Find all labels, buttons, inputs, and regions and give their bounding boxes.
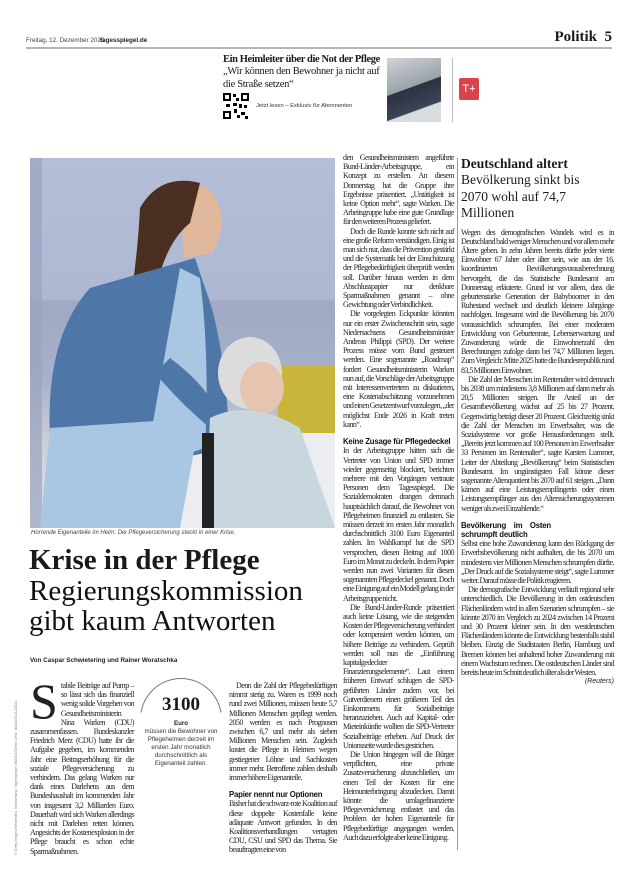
paragraph: Selbst eine hohe Zuwanderung kann den Rückgang der Erwerbsbevölkerung nicht aufhalten, die bis 2070 um mindestens vier Millionen Menschen schrumpfen dürfte. „Der Druck auf die Sozialsysteme steigt“, sagte Lummer weiter. Darauf müsse die Politik reagieren. (461, 539, 614, 586)
paragraph-text: Die demografische Entwicklung verläuft regional sehr unterschiedlich. Die Bevölkerung in den ostdeutschen Flächenländern wird in allen Szenarien schrumpfen – sie könnte 2070 im Vergleich zu 2024 zwischen 14 Prozent und 30 Prozent kleiner sein. In den westdeutschen Flächenländern könnte die Entwicklung bestenfalls stabil bleiben. Einzig die Stadtstaaten Berlin, Hamburg und Bremen können bei anhaltend hoher Zuwanderung mit einem Wachstum rechnen. Die ostdeutschen Länder sind bereits heute im Schnitt deutlich älter als der Westen. (461, 585, 614, 678)
sidebar-rule (457, 158, 458, 850)
sidebar-article (461, 156, 614, 686)
article-kicker: Krise in der Pflege (29, 544, 260, 576)
paragraph: In der Arbeitsgruppe hätten sich die Vertreter von Union und SPD immer wieder gegenseitig blockiert, berichten mehrere mit den Vorgängen vertraute Personen dem Tagesspiegel. Die Sozialdemokraten drangen demnach hauptsächlich darauf, die Bewohner von Pflegeheimen finanziell zu entlasten. Sie müssen derzeit im ersten Jahr monatlich durchschnittlich 3100 Euro Eigenanteil zahlen. Im Wahlkampf hat die SPD versprochen, diesen Beitrag auf 1000 Euro im Monat zu deckeln. In dem Papier werden nun zwei Varianten für diesen sogenannten Pflegedeckel genannt. Doch eine Einigung auf ein Modell gelang in der Arbeitsgruppe nicht. (343, 446, 454, 603)
paragraph (461, 585, 614, 686)
headline-line-1: Regierungskommission (29, 575, 303, 607)
section-label (554, 29, 612, 46)
qr-code-icon (223, 93, 249, 119)
drop-cap: S (30, 673, 58, 729)
headline-line-2: gibt kaum Antworten (29, 605, 276, 637)
teaser-divider (452, 58, 453, 122)
teaser-photo (387, 58, 441, 122)
page-number: 5 (604, 29, 612, 45)
teaser-headline: „Wir können den Bewohner ja nicht auf die Straße setzen“ (223, 66, 380, 90)
paragraph: Doch die Runde konnte sich nicht auf eine große Reform verständigen. Einig ist man sich nur, dass die Prävention gestärkt und die Systematik bei der Einschätzung der Pflegebedürftigkeit überprüft werden soll. Darüber hinaus werden in dem Abschlusspapier nur denkbare Sparmaßnahmen genannt – ohne Gewichtung oder Verbindlichkeit. (343, 226, 454, 310)
section-name: Politik (554, 29, 597, 45)
teaser-cta-link[interactable]: Jetzt lesen – Exklusiv für Abonnenten (256, 103, 353, 109)
issue-date: Freitag, 12. Dezember 2025 (26, 37, 105, 44)
article-headline (29, 576, 303, 636)
article-column-3 (229, 681, 337, 855)
paragraph: Bisher hat die schwarz-rote Koalition auf diese doppelte Kostenfalle keine adäquate Antwort gefunden. In den Koalitionsverhandlungen vertagten CDU, CSU und SPD das Thema. Sie beauftragten eine von (229, 799, 337, 855)
paragraph: Die vorgelegten Eckpunkte könnten nur ein erster Zwischenschritt sein, sagte Niedersachsens Gesundheitsminister Andreas Philippi (SPD). Der weitere Prozess müsse vom Bund gesteuert werden. Eine sogenannte „Roadmap“ fordert Gesundheitsministerin Warken nun auf, die Vorschläge der Arbeitsgruppe mit Interessenvertretern zu diskutieren, eine Kostenabschätzung vorzunehmen und einen Gesetzentwurf vorzulegen, „der möglichst Ende 2026 in Kraft treten kann“. (343, 309, 454, 429)
teaser-kicker: Ein Heimleiter über die Not der Pflege (223, 54, 380, 65)
sidebar-kicker: Deutschland altert (461, 156, 568, 171)
article-column-1 (30, 673, 134, 856)
paragraph: Wegen des demografischen Wandels wird es in Deutschland bald weniger Menschen und vor allem mehr Ältere geben. In zehn Jahren bereits dürfte jeder vierte Einwohner 67 Jahre oder älter sein, wie aus der 16. koordinierten Bevölkerungsvorausberechnung hervorgeht, die das Statistische Bundesamt am Donnerstag erläuterte. Grund ist vor allem, dass die geburtenstarke Generation der Babyboomer in den Ruhestand wechselt und deutlich kleinere Jahrgänge nachfolgen. Insgesamt wird die Bevölkerung bis 2070 voraussichtlich schrumpfen. Bei einer moderaten Entwicklung von Geburtenrate, Lebenserwartung und Zuwanderung würde die Einwohnerzahl den Berechnungen zufolge dann bei 74,7 Millionen liegen. Zum Vergleich: Mitte 2025 hatte die Bundesrepublik rund 83,5 Millionen Einwohner. (461, 227, 614, 375)
source-credit: (Reuters) (584, 678, 614, 686)
photo-credit: © Getty Images/Westend61, Bearbeitung: Tagesspiegel; IMAGO/Stefan Zeitz; IMAGO/CALZADA (14, 700, 18, 855)
factbox (137, 670, 227, 790)
paragraph: den Gesundheitsministern angeführte Bund-Länder-Arbeitsgruppe, ein Konzept zu erstellen. An diesem Donnerstag hat die Gruppe ihre Ergebnisse präsentiert. „Untätigkeit ist keine Option mehr“, sagte Warken. Die Arbeitsgruppe habe eine gute Grundlage für den weiteren Prozess geliefert. (343, 153, 454, 227)
factbox-number: 3100 (162, 694, 200, 715)
sidebar-body (461, 227, 614, 686)
page-header (26, 29, 612, 49)
byline: Von Caspar Schwietering und Rainer Woratschka (30, 657, 178, 664)
subheading: Keine Zusage für Pflegedeckel (343, 437, 451, 447)
subheading: Bevölkerung im Osten schrumpft deutlich (461, 520, 551, 539)
article-column-4 (343, 153, 454, 842)
factbox-unit: Euro (173, 720, 189, 727)
paragraph: Die Union hingegen will die Bürger verpflichten, eine private Zusatzversicherung abzuschließen, um einen Teil der Kosten für eine Heimunterbringung abzudecken. Damit könnte die umlagefinanzierte Pflegeversicherung entlastet und das Problem der hohen Eigenanteile für Pflegebedürftige angegangen werden. Auch dazu erfolgte aber keine Einigung. (343, 750, 454, 842)
factbox-text: müssen die Bewohner von Pflegeheimen derzeit im ersten Jahr monatlich durchschnittlich als Eigenanteil zahlen. (144, 728, 218, 767)
paragraph: Denn die Zahl der Pflegebedürftigen nimmt stetig zu. Waren es 1999 noch rund zwei Millionen, müssen heute 5,7 Millionen Menschen gepflegt werden. 2050 werden es nach Prognosen zwischen 6,7 und mehr als sieben Millionen Menschen sein. Zugleich kostet die Pflege in Heimen wegen gestiegener Löhne und Sachkosten immer mehr. Betroffene zahlen deshalb immer höhere Eigenanteile. (229, 681, 337, 783)
paragraph: Die Bund-Länder-Runde präsentiert auch keine Lösung, wie die steigenden Kosten der Pflegeversicherung verhindert oder kompensiert werden können, um höhere Beiträge zu verhindern. Geprüft werden soll nun die „Einführung kapitalgedeckter Finanzierungselemente“. Laut einem früheren Entwurf schlugen die SPD-geführten Länder zudem vor, bei Gutverdienern einen größeren Teil des Einkommens für Sozialbeiträge heranzuziehen. Auch auf Kapital- oder Mieteinkünfte wollten die SPD-Vertreter Sozialbeiträge erheben. Auf Druck der Unionsseite wurde dies gestrichen. (343, 602, 454, 750)
subheading: Papier nennt nur Optionen (229, 790, 323, 800)
teaser-box[interactable] (223, 54, 383, 119)
lead-photo (30, 158, 335, 528)
paragraph: tabile Beiträge auf Pump – so lässt sich das finanziell wenig solide Vorgehen von Gesundheitsministerin Nina Warken (CDU) zusammenfassen. Bundeskanzler Friedrich Merz (CDU) hatte ihr die Aufgabe gegeben, im kommenden Jahr eine Beitragserhöhung für die soziale Pflegeversicherung zu verhindern. Das gelang Warken nur dank eines Darlehens aus dem Bundeshaushalt im kommenden Jahr von insgesamt 3,2 Milliarden Euro. Dauerhaft wird sich Warken allerdings nicht mit Darlehen retten können. Angesichts der Kostenexplosion in der Pflege braucht es schon echte Sparmaßnahmen. (30, 681, 134, 856)
photo-illustration (30, 158, 335, 528)
photo-caption: Horrende Eigenanteile im Heim: Die Pflegeversicherung steckt in einer Krise. (31, 530, 236, 536)
sidebar-headline: Bevölkerung sinkt bis 2070 wohl auf 74,7 Millionen (461, 172, 580, 220)
paragraph: Die Zahl der Menschen im Rentenalter wird demnach bis 2038 um mindestens 3,8 Millionen auf dann mehr als 20,5 Millionen steigen. Ihr Anteil an der Gesamtbevölkerung wächst auf 25 bis 27 Prozent. Gegenwärtig beträgt dieser 20 Prozent. Gleichzeitig sinkt die Zahl der Menschen im Erwerbsalter, was die Sozialsysteme vor große Herausforderungen stellt. „Bereits jetzt kommen auf 100 Personen im Erwerbsalter 33 Personen im Rentenalter“, sagte Karsten Lummer, Leiter der Abteilung „Bevölkerung“ beim Statistischen Bundesamt. Im ungünstigsten Fall könne dieser sogenannte Altenquotient bis 2070 auf 61 steigen. „Dann kämen auf eine Leistungsempfängerin oder einen Leistungsempfänger aus den Alterssicherungssystemen weniger als zwei Einzahlende.“ (461, 374, 614, 513)
tplus-badge[interactable]: T+ (459, 78, 479, 100)
site-url[interactable]: tagesspiegel.de (100, 37, 148, 44)
teaser-cta-row[interactable] (223, 93, 383, 119)
